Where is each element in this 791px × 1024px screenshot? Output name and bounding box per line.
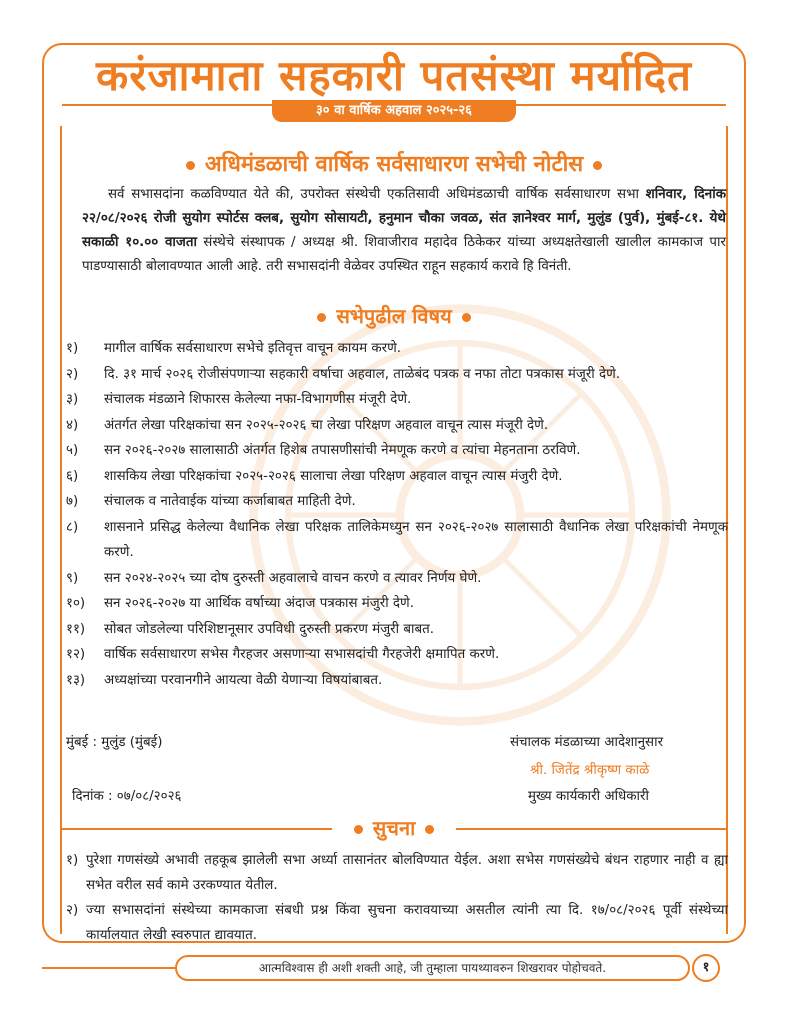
agenda-item: ११) सोबत जोडलेल्या परिशिष्टानूसार उपविधी दुरुस्ती प्रकरण मंजुरी बाबत. — [66, 621, 435, 637]
agenda-item: १०) सन २०२६-२०२७ या आर्थिक वर्षाच्या अंदाज पत्रकास मंजुरी देणे. — [66, 596, 414, 611]
note-item: १) पुरेशा गणसंख्ये अभावी तहकूब झालेली सभा अर्ध्या तासानंतर बोलविण्यात येईल. अशा सभेस गणसंख्येचे बंधन राहणार नाही व ह्या सभेत वरील सर्व कामे उरकण्यात येतील. — [66, 853, 728, 893]
agenda-item: ५) सन २०२६-२०२७ सालासाठी अंतर्गत हिशेब तपासणीसांची नेमणूक करणे व त्यांचा मेहनताना ठरविणे. — [66, 443, 581, 458]
note-item: २) ज्या सभासदांनां संस्थेच्या कामकाजा संबधी प्रश्न किंवा सुचना करावयाच्या असतील त्यांनी त्या दि. १७/०८/२०२६ पूर्वी संस्थेच्या कार्यालयात लेखी स्वरुपात द्यावयात. — [66, 903, 728, 943]
agenda-item: ९) सन २०२४-२०२५ च्या दोष दुरुस्ती अहवालाचे वाचन करणे व त्यावर निर्णय घेणे. — [66, 570, 482, 586]
footer-quote: आत्मविश्वास ही अशी शक्ती आहे, जी तुम्हाला पायथ्यावरुन शिखरावर पोहोचवते. — [175, 955, 690, 981]
agenda-item: २) दि. ३१ मार्च २०२६ रोजीसंपणाऱ्या सहकारी वर्षाचा अहवाल, ताळेबंद पत्रक व नफा तोटा पत्रकास मंजूरी देणे. — [66, 366, 621, 382]
notes-list — [66, 848, 728, 948]
date-line: दिनांक : ०७/०८/२०२६ — [72, 789, 182, 804]
bullet-icon — [462, 313, 471, 322]
agenda-item: ३) संचालक मंडळाने शिफारस केलेल्या नफा-विभागणीस मंजूरी देणे. — [66, 392, 412, 407]
signatory-name: श्री. जितेंद्र श्रीकृष्ण काळे — [530, 763, 650, 778]
bullet-icon — [425, 825, 434, 834]
agenda-heading: सभेपुढील विषय — [60, 302, 728, 329]
bullet-icon — [186, 161, 195, 170]
agenda-list — [66, 336, 728, 693]
agenda-item: ८) शासनाने प्रसिद्ध केलेल्या वैधानिक लेखा परिक्षक तालिकेमध्युन सन २०२६-२०२७ सालासाठी वैधानिक लेखा परिक्षकांची नेमणूक करणे. — [66, 519, 728, 560]
report-tag: ३० वा वार्षिक अहवाल २०२५-२६ — [272, 100, 516, 122]
agenda-item: ४) अंतर्गत लेखा परिक्षकांचा सन २०२५-२०२६ चा लेखा परिक्षण अहवाल वाचून त्यास मंजूरी देणे. — [66, 417, 549, 433]
meeting-details: शनिवार, दिनांक २२/०८/२०२६ रोजी सुयोग स्पोर्टस क्लब, सुयोग सोसायटी, हनुमान चौका जवळ, संत ज्ञानेश्वर मार्ग, मुलुंड (पुर्व), मुंबई-८१. येथे सकाळी १०.०० वाजता — [82, 187, 726, 250]
order-line: संचालक मंडळाच्या आदेशानुसार — [510, 735, 664, 750]
org-title: करंजामाता सहकारी पतसंस्था मर्यादित — [96, 51, 692, 100]
agenda-item: १३) अध्यक्षांच्या परवानगीने आयत्या वेळी येणाऱ्या विषयांबाबत. — [66, 672, 383, 688]
agenda-item: ६) शासकिय लेखा परिक्षकांचा २०२५-२०२६ सालाचा लेखा परिक्षण अहवाल वाचून त्यास मंजुरी देणे. — [66, 468, 563, 484]
agenda-item: ७) संचालक व नातेवाईक यांच्या कर्जाबाबत माहिती देणे. — [66, 494, 356, 509]
agenda-item: १) मागील वार्षिक सर्वसाधारण सभेचे इतिवृत्त वाचून कायम करणे. — [66, 341, 402, 356]
bullet-icon — [354, 825, 363, 834]
bullet-icon — [593, 161, 602, 170]
notice-heading: अधिमंडळाची वार्षिक सर्वसाधारण सभेची नोटीस — [60, 148, 728, 178]
bullet-icon — [317, 313, 326, 322]
page-number: १ — [692, 954, 720, 982]
footer-line — [42, 967, 175, 969]
notes-heading: सुचना — [60, 814, 728, 841]
designation-line: मुख्य कार्यकारी अधिकारी — [528, 789, 649, 804]
agenda-item: १२) वार्षिक सर्वसाधारण सभेस गैरहजर असणाऱ्या सभासदांची गैरहजेरी क्षमापित करणे. — [66, 647, 500, 662]
place-line: मुंबई : मुलुंड (मुंबई) — [66, 735, 163, 750]
notice-intro: सर्व सभासदांना कळविण्यात येते की, उपरोक्त संस्थेची एकतिसावी अधिमंडळाची वार्षिक सर्वसाधारण सभा शनिवार, दिनांक २२/०८/२०२६ रोजी सुयोग स्पोर्टस क्लब, सुयोग सोसायटी, हनुमान चौका जवळ, संत ज्ञानेश्वर मार्ग, मुलुंड (पुर्व), मुंबई-८१. येथे सकाळी १०.०० वाजता संस्थेचे संस्थापक / अध्यक्ष श्री. शिवाजीराव महादेव ठिकेकर यांच्या अध्यक्षतेखाली खालील कामकाज पार पाडण्यासाठी बोलावण्यात आली आहे. तरी सभासदांनी वेळेवर उपस्थित राहून सहकार्य करावे हि विनंती. — [82, 187, 726, 274]
